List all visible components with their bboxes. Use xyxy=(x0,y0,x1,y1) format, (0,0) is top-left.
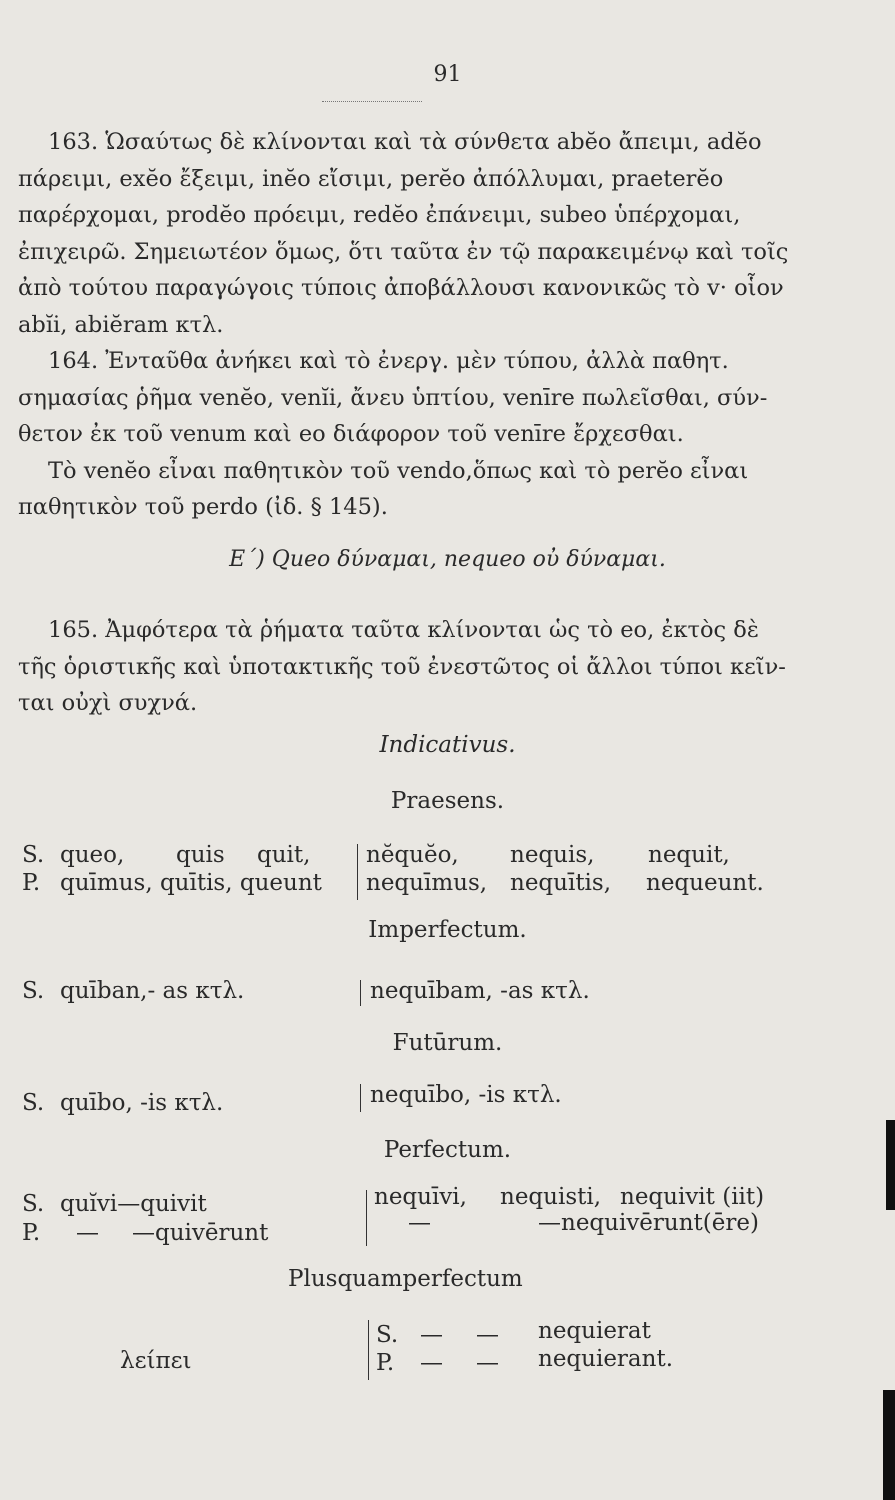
text-line: 164. Ἐνταῦθα ἀνήκει καὶ τὸ ἐνεργ. μὲν τύπου, ἀλλὰ παθητ. xyxy=(48,348,729,374)
page-edge-shadow xyxy=(886,1120,895,1210)
form: nequītis, xyxy=(510,870,612,896)
column-divider xyxy=(357,844,358,900)
form: quībo, -is κτλ. xyxy=(60,1090,224,1116)
text-line: abĭi, abiĕram κτλ. xyxy=(18,311,224,338)
plural-label: P. xyxy=(22,870,41,896)
plural-label: P. xyxy=(376,1350,395,1376)
singular-label: S. xyxy=(22,978,45,1004)
column-divider xyxy=(360,1084,361,1112)
imperfectum-heading: Imperfectum. xyxy=(368,917,527,943)
text-line: 163. Ὡσαύτως δὲ κλίνονται καὶ τὰ σύνθετα abĕo ἄπειμι, adĕo xyxy=(48,129,762,155)
form: nequisti, xyxy=(500,1184,602,1210)
paragraph-165 xyxy=(18,612,798,722)
page-number: 91 xyxy=(433,62,462,87)
praesens-heading: Praesens. xyxy=(390,788,505,814)
form: queo, xyxy=(60,842,125,868)
text-line: σημασίας ῥῆμα venĕo, venĭi, ἄνευ ὑπτίου, venīre πωλεῖσθαι, σύν- xyxy=(18,384,768,411)
form: —quivērunt xyxy=(132,1220,269,1246)
singular-label: S. xyxy=(22,1191,45,1217)
form: quĭvi—quivit xyxy=(60,1191,207,1217)
plusquamperfectum-heading: Plusquamperfectum xyxy=(288,1266,523,1292)
form: —nequivērunt(ēre) xyxy=(538,1210,759,1236)
text-line: ἐπιχειρῶ. Σημειωτέον ὅμως, ὅτι ταῦτα ἐν τῷ παρακειμένῳ καὶ τοῖς xyxy=(18,238,789,265)
form: nequierant. xyxy=(538,1346,674,1372)
form: — xyxy=(76,1220,99,1246)
text-line: ἀπὸ τούτου παραγώγοις τύποις ἀποβάλλουσι κανονικῶς τὸ v· οἷον xyxy=(18,275,784,301)
singular-label: S. xyxy=(22,842,45,868)
form: nequierat xyxy=(538,1318,651,1344)
text-line: 165. Ἀμφότερα τὰ ῥήματα ταῦτα κλίνονται ὡς τὸ eo, ἐκτὸς δὲ xyxy=(48,617,759,643)
section-heading: Ε΄) Queo δύναμαι, nequeo οὐ δύναμαι. xyxy=(229,547,666,572)
singular-label: S. xyxy=(376,1322,399,1348)
plural-label: P. xyxy=(22,1220,41,1246)
missing-label: λείπει xyxy=(120,1348,192,1374)
text-line: ται οὐχὶ συχνά. xyxy=(18,690,198,716)
form: nequeunt. xyxy=(646,870,764,896)
perfectum-heading: Perfectum. xyxy=(383,1137,512,1163)
form: nequībo, -is κτλ. xyxy=(370,1082,562,1108)
form: quīban,- as κτλ. xyxy=(60,978,245,1004)
form: quit, xyxy=(257,842,311,868)
form: — xyxy=(476,1350,499,1376)
text-line: θετον ἐκ τοῦ venum καὶ eo διάφορον τοῦ venīre ἔρχεσθαι. xyxy=(18,421,684,447)
form: nequivit (iit) xyxy=(620,1184,765,1210)
page-edge-shadow xyxy=(883,1390,895,1500)
form: quīmus, quītis, queunt xyxy=(60,870,322,896)
form: — xyxy=(408,1210,431,1236)
paragraph-164 xyxy=(18,343,798,526)
form: nequis, xyxy=(510,842,595,868)
form: nequīvi, xyxy=(374,1184,467,1210)
column-divider xyxy=(366,1190,367,1246)
mood-heading: Indicativus. xyxy=(379,732,516,758)
form: — xyxy=(420,1322,443,1348)
form: nequībam, -as κτλ. xyxy=(370,978,590,1004)
column-divider xyxy=(368,1320,369,1380)
form: nequīmus, xyxy=(366,870,488,896)
form: quis xyxy=(176,842,225,868)
singular-label: S. xyxy=(22,1090,45,1116)
text-line: παθητικὸν τοῦ perdo (ἰδ. § 145). xyxy=(18,494,388,520)
futurum-heading: Futūrum. xyxy=(392,1030,503,1056)
text-line: πάρειμι, exĕo ἔξειμι, inĕo εἴσιμι, perĕo ἀπόλλυμαι, praeterĕo xyxy=(18,165,724,192)
form: — xyxy=(476,1322,499,1348)
paragraph-163 xyxy=(18,124,798,343)
column-divider xyxy=(360,980,361,1006)
form: nequit, xyxy=(648,842,730,868)
header-rule xyxy=(322,101,422,102)
text-line: παρέρχομαι, prodĕo πρόειμι, redĕo ἐπάνειμι, subeo ὑπέρχομαι, xyxy=(18,202,741,228)
text-line: Τὸ venĕo εἶναι παθητικὸν τοῦ vendo,ὅπως καὶ τὸ perĕo εἶναι xyxy=(48,457,749,484)
form: nĕquĕo, xyxy=(366,842,459,868)
form: — xyxy=(420,1350,443,1376)
text-line: τῆς ὁριστικῆς καὶ ὑποτακτικῆς τοῦ ἐνεστῶτος οἱ ἄλλοι τύποι κεῖν- xyxy=(18,653,786,680)
